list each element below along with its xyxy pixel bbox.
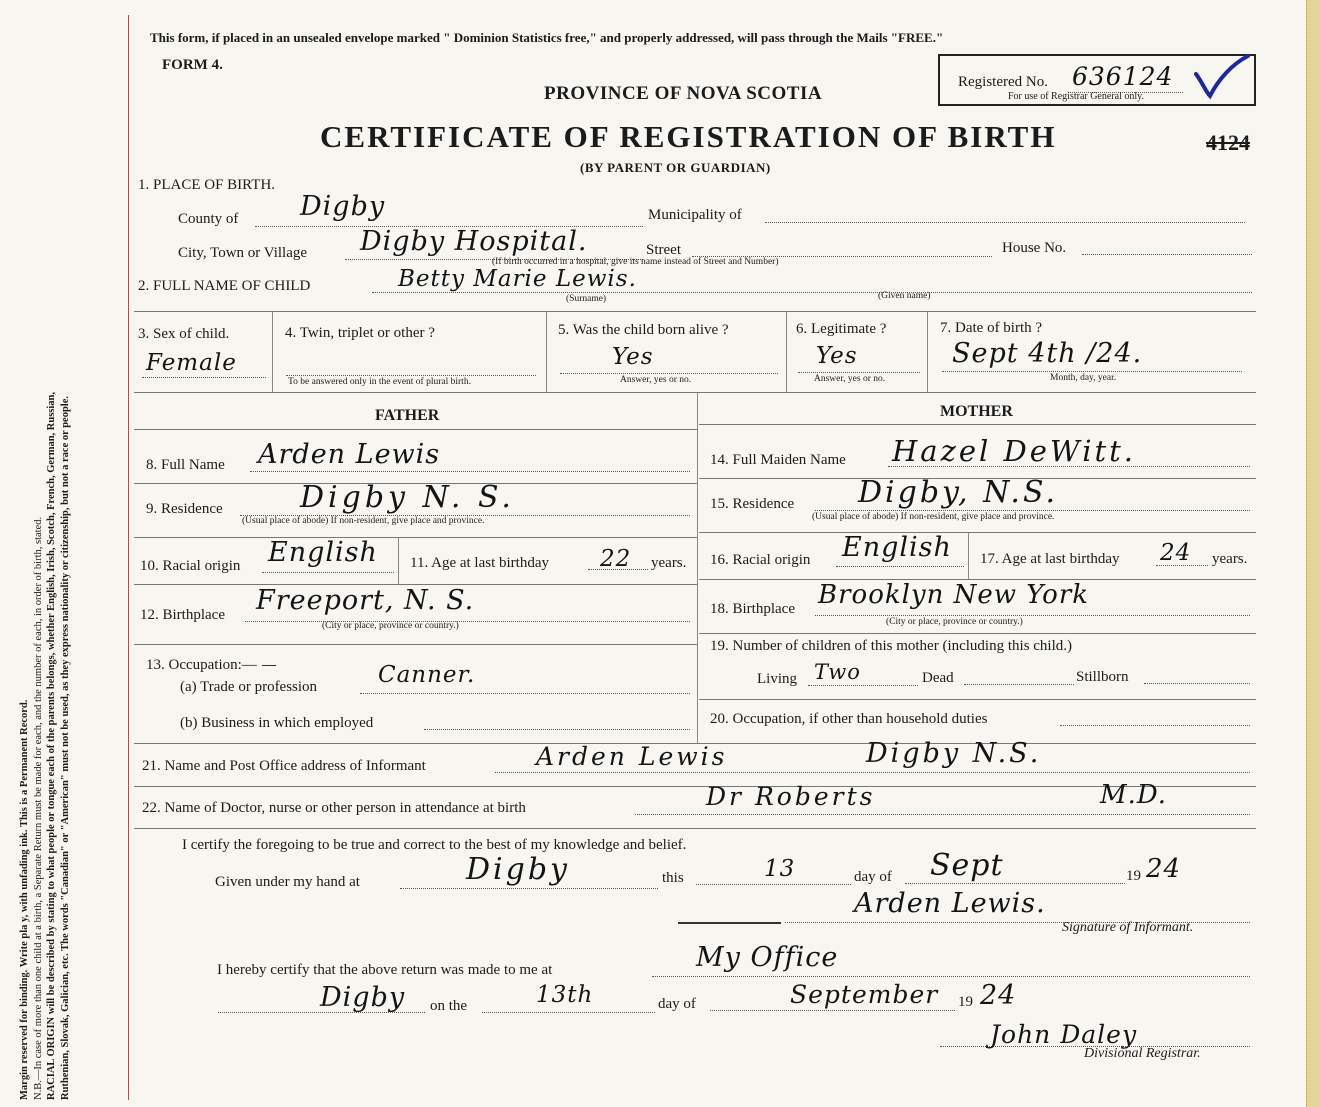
mother-age-value: 24 (1160, 540, 1192, 566)
legitimate-note: Answer, yes or no. (814, 374, 886, 384)
registrar-signature-label: Divisional Registrar. (1084, 1046, 1201, 1061)
father-name-value: Arden Lewis (258, 439, 441, 470)
registrar-month-value: September (790, 980, 939, 1009)
birth-date-value: Sept 4th /24. (952, 338, 1143, 369)
father-residence-label: 9. Residence (146, 501, 223, 517)
informant-signature: Arden Lewis. (854, 888, 1046, 919)
father-race-value: English (268, 537, 378, 568)
twin-note: To be answered only in the event of plural birth. (288, 377, 471, 387)
province-heading: PROVINCE OF NOVA SCOTIA (544, 83, 823, 104)
father-trade-value: Canner. (378, 662, 476, 688)
certification-place-value: Digby (466, 852, 571, 887)
mother-residence-label: 15. Residence (710, 496, 795, 512)
doctor-suffix-value: M.D. (1100, 780, 1168, 810)
place-of-birth-label: 1. PLACE OF BIRTH. (138, 177, 276, 193)
living-label: Living (757, 671, 797, 687)
mother-children-label: 19. Number of children of this mother (including this child.) (710, 638, 1073, 654)
father-age-value: 22 (600, 546, 632, 572)
margin-instructions (18, 0, 138, 1100)
father-occupation-label: 13. Occupation:— (146, 657, 257, 673)
city-value: Digby Hospital. (360, 226, 588, 257)
father-birthplace-label: 12. Birthplace (140, 607, 225, 623)
registrar-office-value: My Office (696, 942, 839, 973)
certification-year-prefix: 19 (1126, 868, 1141, 884)
registrar-day-of-label: day of (658, 996, 696, 1012)
dead-label: Dead (922, 670, 954, 686)
registrar-signature: John Daley (990, 1020, 1138, 1049)
father-years-label: years. (651, 555, 687, 571)
given-label: Given under my hand at (215, 874, 360, 890)
municipality-label: Municipality of (648, 207, 742, 223)
registrar-note: For use of Registrar General only. (1008, 91, 1144, 102)
mother-heading: MOTHER (940, 403, 1013, 420)
registered-label: Registered No. (958, 74, 1048, 90)
birth-date-note: Month, day, year. (1050, 373, 1117, 383)
mother-residence-value: Digby, N.S. (858, 475, 1058, 510)
on-the-label: on the (430, 998, 468, 1014)
margin-note: N.B.—In case of more than one child at a birth, a Separate Return must be made for each, and the number of each, in order of birth, stated. (32, 516, 44, 1100)
informant-name-value: Arden Lewis (536, 742, 728, 771)
informant-address-value: Digby N.S. (866, 738, 1042, 769)
registrar-year-value: 24 (980, 980, 1017, 1011)
house-number-label: House No. (1002, 240, 1067, 256)
page-subtitle: (BY PARENT OR GUARDIAN) (580, 160, 771, 175)
mother-birthplace-value: Brooklyn New York (818, 580, 1090, 610)
form-number: FORM 4. (162, 57, 223, 73)
certification-day-value: 13 (764, 856, 796, 882)
margin-note: Margin reserved for binding. Write pla y, with unfading ink. This is a Permanent Record. (19, 699, 30, 1100)
county-label: County of (178, 211, 239, 227)
sex-label: 3. Sex of child. (138, 326, 230, 342)
father-birthplace-note: (City or place, province or country.) (322, 621, 459, 631)
father-residence-value: Digby N. S. (300, 480, 515, 515)
child-name-value: Betty Marie Lewis. (398, 266, 637, 292)
check-mark-icon (1192, 52, 1252, 102)
mother-occupation-label: 20. Occupation, if other than household duties (710, 711, 988, 727)
certification-year-value: 24 (1146, 854, 1182, 884)
mother-birthplace-note: (City or place, province or country.) (886, 617, 1023, 627)
mother-birthplace-label: 18. Birthplace (710, 601, 795, 617)
hospital-note: (If birth occurred in a hospital, give its name instead of Street and Number) (492, 257, 779, 267)
informant-label: 21. Name and Post Office address of Informant (142, 758, 426, 774)
informant-signature-label: Signature of Informant. (1062, 920, 1194, 935)
mother-name-label: 14. Full Maiden Name (710, 452, 846, 468)
registrar-day-value: 13th (536, 982, 594, 1008)
registration-box (938, 54, 1256, 106)
father-birthplace-value: Freeport, N. S. (256, 585, 475, 616)
mother-years-label: years. (1212, 551, 1248, 567)
father-name-label: 8. Full Name (146, 457, 225, 473)
alive-value: Yes (612, 344, 654, 370)
page-title: CERTIFICATE OF REGISTRATION OF BIRTH (320, 119, 1057, 154)
father-residence-note: (Usual place of abode) If non-resident, give place and province. (242, 516, 485, 526)
margin-note: RACIAL ORIGIN will be described by stating to what people or tongue each of the parents belongs, whether English, Irish, Scotch, French, German, Russian, (46, 391, 57, 1100)
father-age-label: 11. Age at last birthday (410, 555, 549, 571)
mail-notice: This form, if placed in an unsealed envelope marked " Dominion Statistics free," and properly addressed, will pass through the Mails "FREE." (150, 30, 944, 45)
registrar-year-prefix: 19 (958, 994, 973, 1010)
certification-month-value: Sept (930, 848, 1004, 883)
alive-note: Answer, yes or no. (620, 375, 692, 385)
mother-name-value: Hazel DeWitt. (892, 434, 1137, 468)
father-trade-label: (a) Trade or profession (180, 679, 318, 695)
child-name-label: 2. FULL NAME OF CHILD (138, 278, 311, 294)
paper-edge (1306, 0, 1320, 1107)
given-name-note: (Given name) (878, 291, 931, 301)
father-business-label: (b) Business in which employed (180, 715, 374, 731)
registered-number: 636124 (1072, 62, 1174, 91)
street-label: Street (646, 242, 681, 258)
stillborn-label: Stillborn (1076, 669, 1129, 685)
father-heading: FATHER (375, 407, 440, 424)
twin-label: 4. Twin, triplet or other ? (285, 325, 435, 341)
surname-note: (Surname) (566, 294, 607, 304)
mother-age-label: 17. Age at last birthday (980, 551, 1120, 567)
legitimate-label: 6. Legitimate ? (796, 321, 887, 337)
father-race-label: 10. Racial origin (140, 558, 241, 574)
certification-statement: I certify the foregoing to be true and correct to the best of my knowledge and belief. (182, 837, 687, 853)
legitimate-value: Yes (816, 343, 858, 369)
certification-day-of-label: day of (854, 869, 892, 885)
sex-value: Female (146, 350, 237, 376)
birth-date-label: 7. Date of birth ? (940, 320, 1043, 336)
doctor-label: 22. Name of Doctor, nurse or other person in attendance at birth (142, 800, 526, 816)
mother-residence-note: (Usual place of abode) If non-resident, give place and province. (812, 512, 1055, 522)
registrar-place-value: Digby (320, 982, 406, 1013)
doctor-name-value: Dr Roberts (706, 782, 876, 811)
mother-race-value: English (842, 532, 952, 563)
margin-note: Ruthenian, Slovak, Galician, etc. The words "Canadian" or "American" must not be used, as they express nationality or citizenship, but not a race or people. (59, 395, 71, 1100)
registrar-statement: I hereby certify that the above return was made to me at (217, 962, 553, 978)
living-value: Two (814, 660, 861, 684)
this-label: this (662, 870, 684, 886)
alive-label: 5. Was the child born alive ? (558, 322, 729, 338)
margin-rule (128, 15, 129, 1100)
city-label: City, Town or Village (178, 245, 308, 261)
county-value: Digby (300, 191, 386, 222)
mother-race-label: 16. Racial origin (710, 552, 811, 568)
struck-number: 4124 (1206, 130, 1250, 155)
